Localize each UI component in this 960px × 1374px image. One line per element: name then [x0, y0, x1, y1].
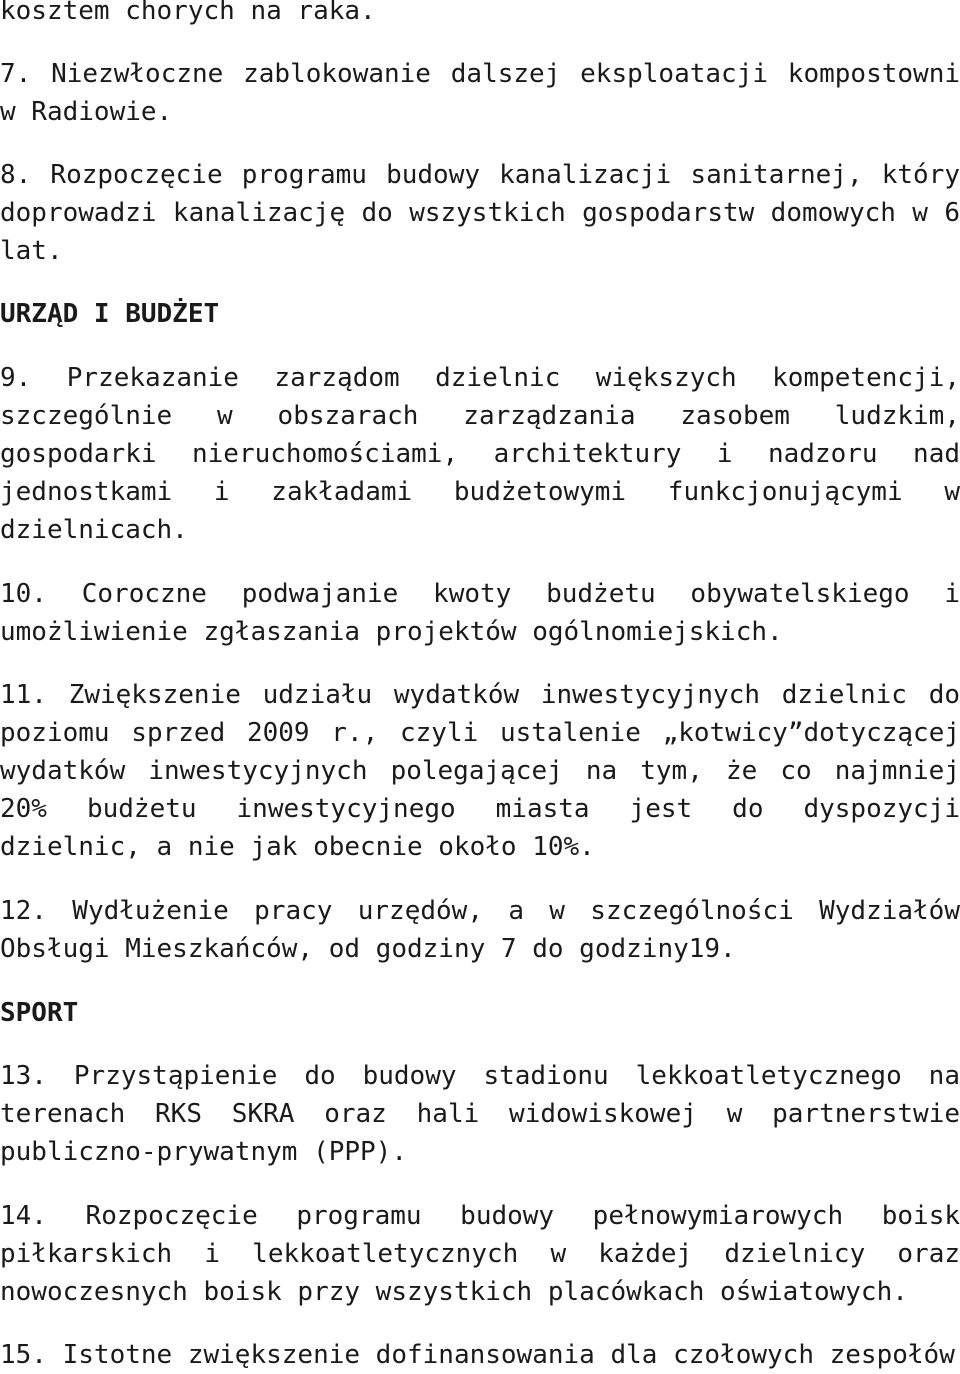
- paragraph-item-14: 14. Rozpoczęcie programu budowy pełnowymiarowych boisk piłkarskich i lekkoatletycznych w każdej dzielnicy oraz nowoczesnych boisk przy wszystkich placówkach oświatowych.: [0, 1201, 960, 1307]
- paragraph-item-9: 9. Przekazanie zarządom dzielnic większych kompetencji, szczególnie w obszarach zarządzania zasobem ludzkim, gospodarki nieruchomościami, architektury i nadzoru nad jednostkami i zakładami budżetowymi funkcjonującymi w dzielnicach.: [0, 363, 960, 545]
- paragraph-continuation: kosztem chorych na raka.: [0, 0, 376, 26]
- section-heading-urzad-i-budzet: URZĄD I BUDŻET: [0, 299, 220, 329]
- section-heading-sport: SPORT: [0, 998, 79, 1028]
- paragraph-item-13: 13. Przystąpienie do budowy stadionu lekkoatletycznego na terenach RKS SKRA oraz hali widowiskowej w partnerstwie publiczno-prywatnym (PPP).: [0, 1061, 960, 1167]
- paragraph-item-12: 12. Wydłużenie pracy urzędów, a w szczególności Wydziałów Obsługi Mieszkańców, od godziny 7 do godziny19.: [0, 896, 960, 964]
- paragraph-item-8: 8. Rozpoczęcie programu budowy kanalizacji sanitarnej, który doprowadzi kanalizację do wszystkich gospodarstw domowych w 6 lat.: [0, 160, 960, 266]
- paragraph-item-11: 11. Zwiększenie udziału wydatków inwestycyjnych dzielnic do poziomu sprzed 2009 r., czyli ustalenie „kotwicy”dotyczącej wydatków inwestycyjnych polegającej na tym, że co najmniej 20% budżetu inwestycyjnego miasta jest do dyspozycji dzielnic, a nie jak obecnie około 10%.: [0, 680, 960, 862]
- paragraph-item-7: 7. Niezwłoczne zablokowanie dalszej eksploatacji kompostowni w Radiowie.: [0, 59, 960, 127]
- paragraph-item-10: 10. Coroczne podwajanie kwoty budżetu obywatelskiego i umożliwienie zgłaszania projektów ogólnomiejskich.: [0, 579, 960, 647]
- paragraph-item-15: 15. Istotne zwiększenie dofinansowania dla czołowych zespołów: [0, 1340, 955, 1370]
